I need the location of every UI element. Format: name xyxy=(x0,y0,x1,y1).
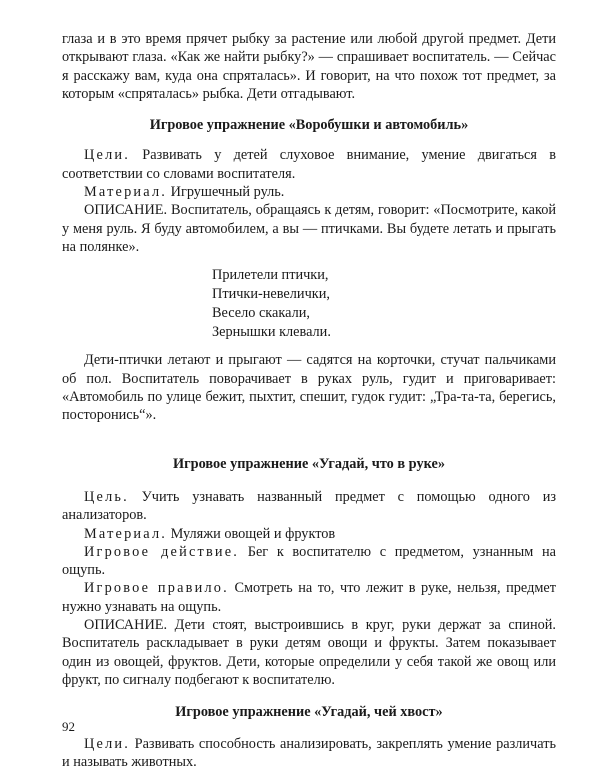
goal-paragraph xyxy=(62,488,556,525)
goal-label: Цели. xyxy=(84,147,130,163)
description-text: Дети стоят, выстроившись в круг, руки держат за спиной. Воспитатель раскладывает в руки детям овощи и фрукты. Затем показывает один из овощей, фруктов. Дети, которые определили у себя такой же овощ или фрукт, по сигналу подбегают к воспитателю. xyxy=(62,617,556,688)
goal-paragraph xyxy=(62,735,556,771)
after-poem-paragraph: Дети-птички летают и прыгают — садятся на корточки, стучат пальчиками об пол. Воспитатель поворачивает в руках руль, гудит и приговаривает: «Автомобиль по улице бежит, пыхтит, спешит, гудок гудит: „Тра-та-та, берегись, посторонись“». xyxy=(62,351,556,424)
material-label: Материал. xyxy=(84,184,167,200)
goal-text: Развивать у детей слуховое внимание, умение двигаться в соответствии со словами воспитателя. xyxy=(62,147,556,181)
description-text: Воспитатель, обращаясь к детям, говорит: «Посмотрите, какой у меня руль. Я буду автомобилем, а вы — птичками. Вы будете летать и прыгать на полянке». xyxy=(62,202,556,255)
goal-label: Цель. xyxy=(84,489,129,505)
poem-line: Птички-невелички, xyxy=(212,285,556,304)
description-paragraph xyxy=(62,201,556,256)
section-title: Игровое упражнение «Воробушки и автомобиль» xyxy=(62,116,556,134)
description-label: ОПИСАНИЕ. xyxy=(84,202,167,218)
game-rule-paragraph xyxy=(62,579,556,616)
page-number: 92 xyxy=(62,718,75,736)
goal-paragraph xyxy=(62,146,556,183)
material-text: Муляжи овощей и фруктов xyxy=(167,526,335,542)
poem-line: Прилетели птички, xyxy=(212,266,556,285)
goal-text: Учить узнавать названный предмет с помощью одного из анализаторов. xyxy=(62,489,556,523)
game-action-label: Игровое действие. xyxy=(84,544,239,560)
game-rule-label: Игровое правило. xyxy=(84,580,229,596)
material-paragraph xyxy=(62,183,556,201)
game-action-text: Бег к воспитателю с предметом, узнанным на ощупь. xyxy=(62,544,556,578)
poem xyxy=(212,266,556,341)
game-rule-text: Смотреть на то, что лежит в руке, нельзя, предмет нужно узнавать на ощупь. xyxy=(62,580,556,614)
poem-line: Весело скакали, xyxy=(212,304,556,323)
goal-text: Развивать способность анализировать, закреплять умение различать и называть животных. xyxy=(62,736,556,770)
description-label: ОПИСАНИЕ. xyxy=(84,617,167,633)
material-text: Игрушечный руль. xyxy=(167,184,284,200)
material-paragraph xyxy=(62,525,556,543)
section-title: Игровое упражнение «Угадай, что в руке» xyxy=(62,455,556,473)
description-paragraph xyxy=(62,616,556,689)
poem-line: Зернышки клевали. xyxy=(212,323,556,342)
section-title: Игровое упражнение «Угадай, чей хвост» xyxy=(62,703,556,721)
game-action-paragraph xyxy=(62,543,556,580)
intro-paragraph: глаза и в это время прячет рыбку за растение или любой другой предмет. Дети открывают глаза. «Как же найти рыбку?» — спрашивает воспитатель. — Сейчас я расскажу вам, куда она спряталась». И говорит, на что похож тот предмет, за которым «спряталась» рыбка. Дети отгадывают. xyxy=(62,30,556,103)
goal-label: Цели. xyxy=(84,736,130,752)
material-label: Материал. xyxy=(84,526,167,542)
